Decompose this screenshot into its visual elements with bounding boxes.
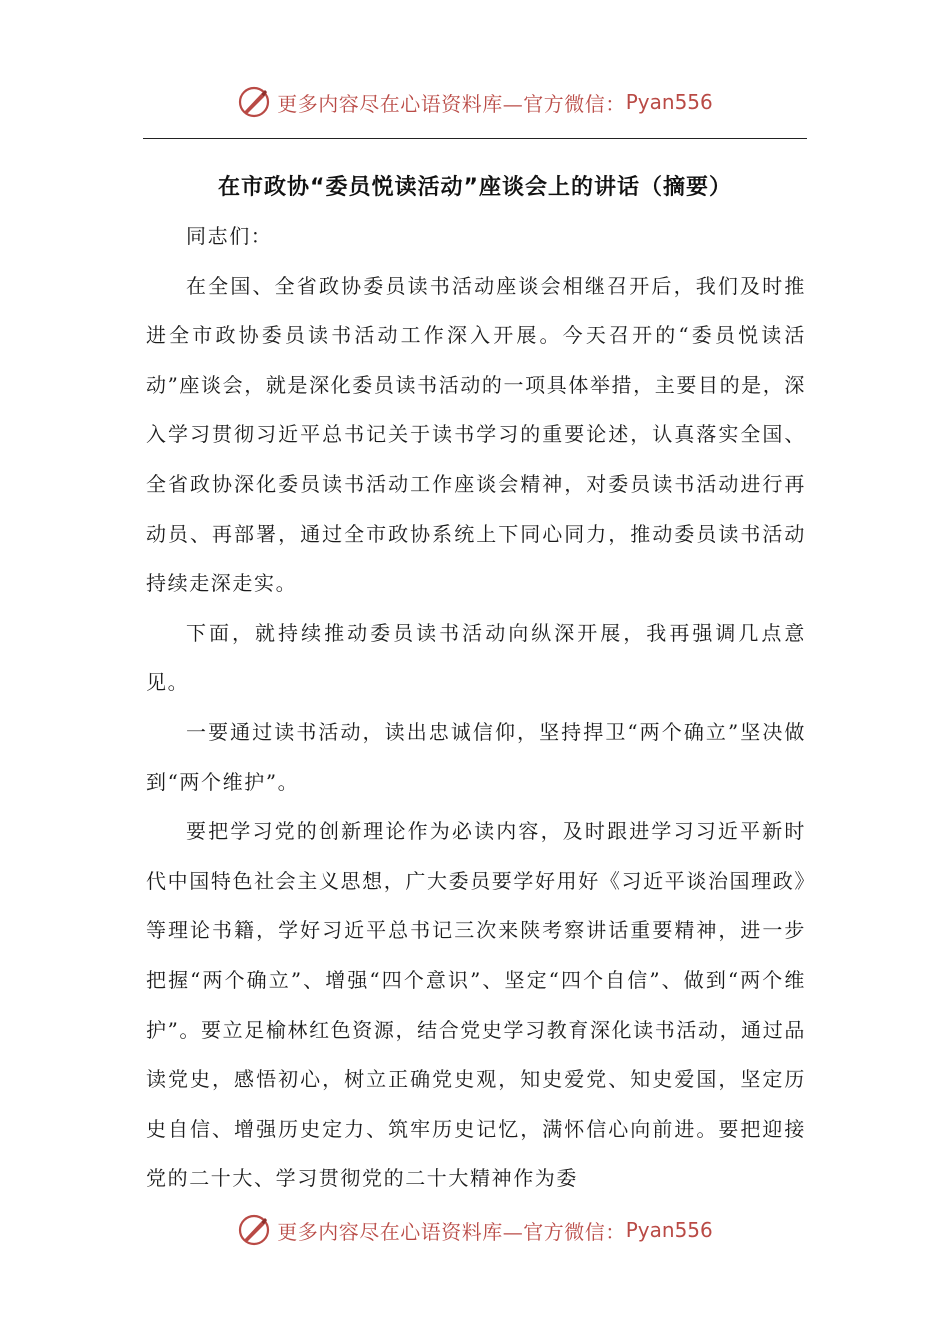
- pen-logo-icon: [237, 85, 271, 119]
- paragraph-point-one-heading: 一要通过读书活动，读出忠诚信仰，坚持捍卫“两个确立”坚决做到“两个维护”。: [146, 719, 806, 794]
- footer-banner-wechat: Pyan556: [625, 1218, 713, 1242]
- document-body: [146, 212, 806, 1204]
- footer-banner: [0, 1210, 950, 1250]
- footer-banner-text: 更多内容尽在心语资料库—官方微信：: [277, 1219, 626, 1244]
- document-title: 在市政协“委员悦读活动”座谈会上的讲话（摘要）: [218, 175, 732, 200]
- paragraph-transition: 下面，就持续推动委员读书活动向纵深开展，我再强调几点意见。: [146, 620, 806, 695]
- pen-logo-icon: [237, 1213, 271, 1247]
- header-banner-wechat: Pyan556: [625, 90, 713, 114]
- paragraph-intro: 在全国、全省政协委员读书活动座谈会相继召开后，我们及时推进全市政协委员读书活动工作深入开展。今天召开的“委员悦读活动”座谈会，就是深化委员读书活动的一项具体举措，主要目的是，深入学习贯彻习近平总书记关于读书学习的重要论述，认真落实全国、全省政协深化委员读书活动工作座谈会精神，对委员读书活动进行再动员、再部署，通过全市政协系统上下同心同力，推动委员读书活动持续走深走实。: [146, 273, 806, 596]
- header-banner: [0, 82, 950, 122]
- header-divider: [143, 138, 807, 139]
- header-banner-text: 更多内容尽在心语资料库—官方微信：: [277, 91, 626, 116]
- paragraph-point-one-body: 要把学习党的创新理论作为必读内容，及时跟进学习习近平新时代中国特色社会主义思想，广大委员要学好用好《习近平谈治国理政》等理论书籍，学好习近平总书记三次来陕考察讲话重要精神，进一步把握“两个确立”、增强“四个意识”、坚定“四个自信”、做到“两个维护”。要立足榆林红色资源，结合党史学习教育深化读书活动，通过品读党史，感悟初心，树立正确党史观，知史爱党、知史爱国，坚定历史自信、增强历史定力、筑牢历史记忆，满怀信心向前进。要把迎接党的二十大、学习贯彻党的二十大精神作为委: [146, 819, 806, 1191]
- salutation: 同志们：: [186, 224, 273, 248]
